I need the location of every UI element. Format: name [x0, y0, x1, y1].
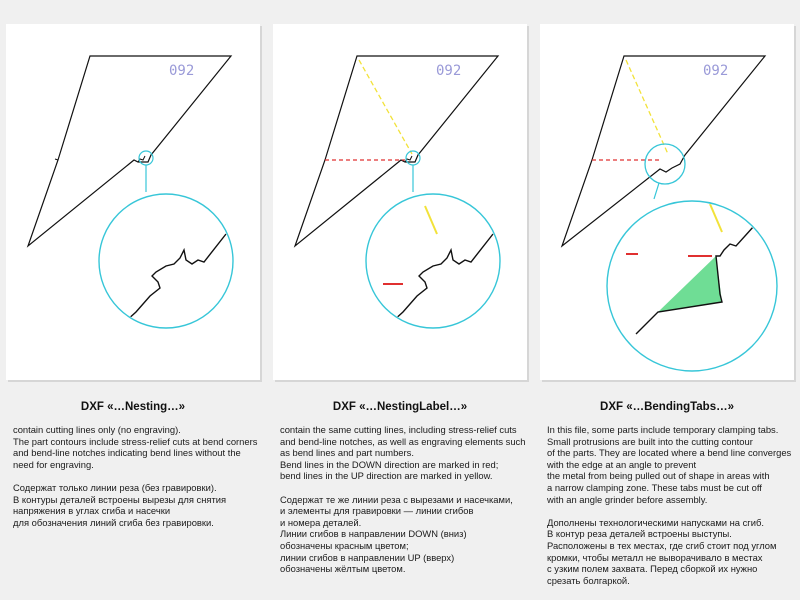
zoom-circle [366, 194, 500, 328]
panel-description [547, 424, 793, 598]
part-drawing [273, 24, 527, 380]
part-number: 092 [169, 63, 195, 79]
bend-line-up [626, 60, 668, 154]
callout-circle [406, 151, 420, 165]
description-ru: Дополнены технологическими напусками на сгиб. В контур реза деталей встроены выступы. Расположены в тех местах, где сгиб стоит под углом кромки, чтобы металл не выворачивало в местах с узким полем захвата. Перед сборкой их нужно срезать болгаркой. [547, 516, 777, 586]
panel-title: DXF «…Nesting…» [80, 401, 186, 413]
part-drawing [6, 24, 260, 380]
description-ru: Содержат те же линии реза с вырезами и насечками, и элементы для гравировки — линии сгибов и номера деталей. Линии сгибов в направлении DOWN (вниз) обозначены красным цветом; линии сгибов в направлении UP (вверх) обозначены жёлтым цветом. [280, 493, 513, 575]
part-drawing [540, 24, 794, 380]
callout-circle [139, 151, 153, 165]
panel-title: DXF «…NestingLabel…» [332, 401, 468, 413]
sheet-preview [6, 24, 262, 382]
sheet-preview [540, 24, 796, 382]
description-en: contain the same cutting lines, including stress-relief cuts and bend-line notches, as well as engraving elements such as bend lines and part numbers. Bend lines in the DOWN direction are marked in red; bend lines in the UP direction are marked in yellow. [280, 424, 526, 482]
panel-description [280, 424, 526, 586]
zoom-circle [99, 194, 233, 328]
sheet [273, 24, 527, 380]
part-number: 092 [703, 63, 729, 79]
part-number: 092 [436, 63, 462, 79]
panel-nesting [0, 0, 266, 600]
callout-connector [654, 183, 659, 199]
description-en: In this file, some parts include temporary clamping tabs. Small protrusions are built into the cutting contour of the parts. They are located where a bend line converges with the edge at an angle to prevent the metal from being pulled out of shape in areas with a narrow clamping zone. These tabs must be cut off with an angle grinder before assembly. [547, 424, 792, 505]
description-en: contain cutting lines only (no engraving). The part contours include stress-relief cuts at bend corners and bend-line notches indicating bend lines without the need for engraving. [13, 424, 258, 470]
panel-bending-tabs [534, 0, 800, 600]
panel-description [13, 424, 259, 540]
panel-nesting-label [267, 0, 533, 600]
panel-title: DXF «…BendingTabs…» [600, 401, 734, 413]
sheet [540, 24, 794, 380]
sheet-preview [273, 24, 529, 382]
bend-notch [55, 159, 58, 160]
sheet [6, 24, 260, 380]
bend-line-up [359, 60, 412, 154]
description-ru: Содержат только линии реза (без гравировки). В контуры деталей встроены вырезы для снятия напряжения в углах сгиба и насечки для обозначения линий сгиба без гравировки. [13, 481, 227, 528]
